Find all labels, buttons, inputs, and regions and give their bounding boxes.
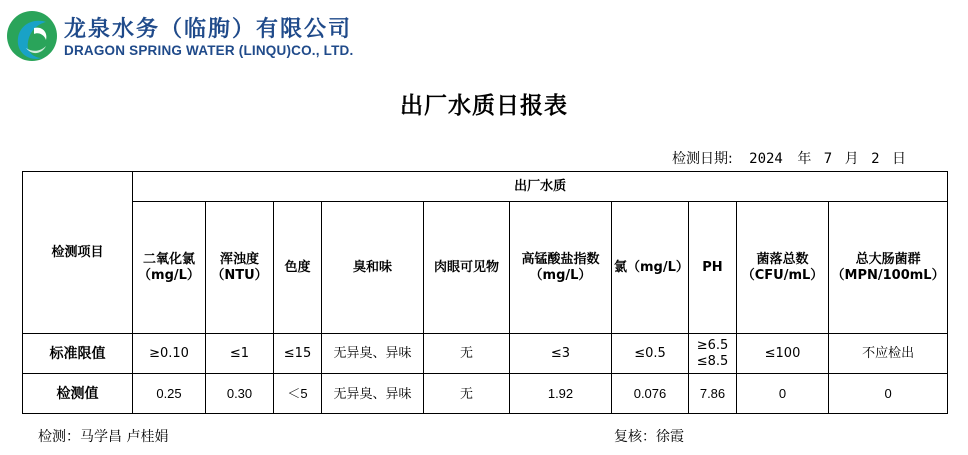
measured-cell: 无异臭、异味 (322, 374, 424, 414)
water-quality-table (22, 171, 948, 414)
date-year: 2024 (749, 151, 783, 167)
column-header: PH (689, 202, 737, 334)
standard-cell: ≥6.5 ≤8.5 (689, 334, 737, 374)
column-header: 肉眼可见物 (424, 202, 510, 334)
measured-cell: 0 (737, 374, 829, 414)
standard-cell: ≤0.5 (612, 334, 689, 374)
reviewer-signature: 复核：徐霞 (614, 429, 684, 445)
date-label: 检测日期: (671, 151, 733, 167)
measured-cell: 0.076 (612, 374, 689, 414)
measured-cell: 0.25 (133, 374, 206, 414)
date-day-unit: 日 (892, 151, 906, 167)
measured-label: 检测值 (23, 374, 133, 414)
column-header: 色度 (274, 202, 322, 334)
standard-cell: ≤100 (737, 334, 829, 374)
measured-row (23, 374, 948, 414)
standard-cell: 不应检出 (829, 334, 948, 374)
company-name-en: DRAGON SPRING WATER (LINQU)CO., LTD. (64, 43, 354, 58)
date-year-unit: 年 (797, 151, 812, 167)
date-month: 7 (823, 151, 833, 167)
column-header: 二氧化氯（mg/L） (133, 202, 206, 334)
column-header: 浑浊度（NTU） (206, 202, 274, 334)
standard-label: 标准限值 (23, 334, 133, 374)
standard-cell: ≤15 (274, 334, 322, 374)
standard-cell: 无异臭、异味 (322, 334, 424, 374)
standard-cell: ≥0.10 (133, 334, 206, 374)
column-header: 氯（mg/L） (612, 202, 689, 334)
item-header: 检测项目 (23, 172, 133, 334)
standard-cell: ≤3 (510, 334, 612, 374)
company-name-cn: 龙泉水务（临朐）有限公司 (64, 17, 353, 42)
column-header: 总大肠菌群（MPN/100mL） (829, 202, 948, 334)
measured-cell: ＜5 (274, 374, 322, 414)
inspector-signature: 检测：马学昌 卢桂娟 (38, 429, 169, 445)
page-title: 出厂水质日报表 (400, 92, 568, 119)
measured-cell: 1.92 (510, 374, 612, 414)
column-header: 臭和味 (322, 202, 424, 334)
inspection-date (668, 148, 906, 168)
measured-cell: 7.86 (689, 374, 737, 414)
measured-cell: 无 (424, 374, 510, 414)
column-header: 高锰酸盐指数（mg/L） (510, 202, 612, 334)
standard-cell: 无 (424, 334, 510, 374)
standard-cell: ≤1 (206, 334, 274, 374)
measured-cell: 0.30 (206, 374, 274, 414)
standard-row (23, 334, 948, 374)
date-month-unit: 月 (844, 151, 859, 167)
group-header: 出厂水质 (133, 172, 948, 202)
column-header: 菌落总数（CFU/mL） (737, 202, 829, 334)
date-day: 2 (871, 151, 880, 167)
company-logo-icon (4, 8, 60, 64)
measured-cell: 0 (829, 374, 948, 414)
